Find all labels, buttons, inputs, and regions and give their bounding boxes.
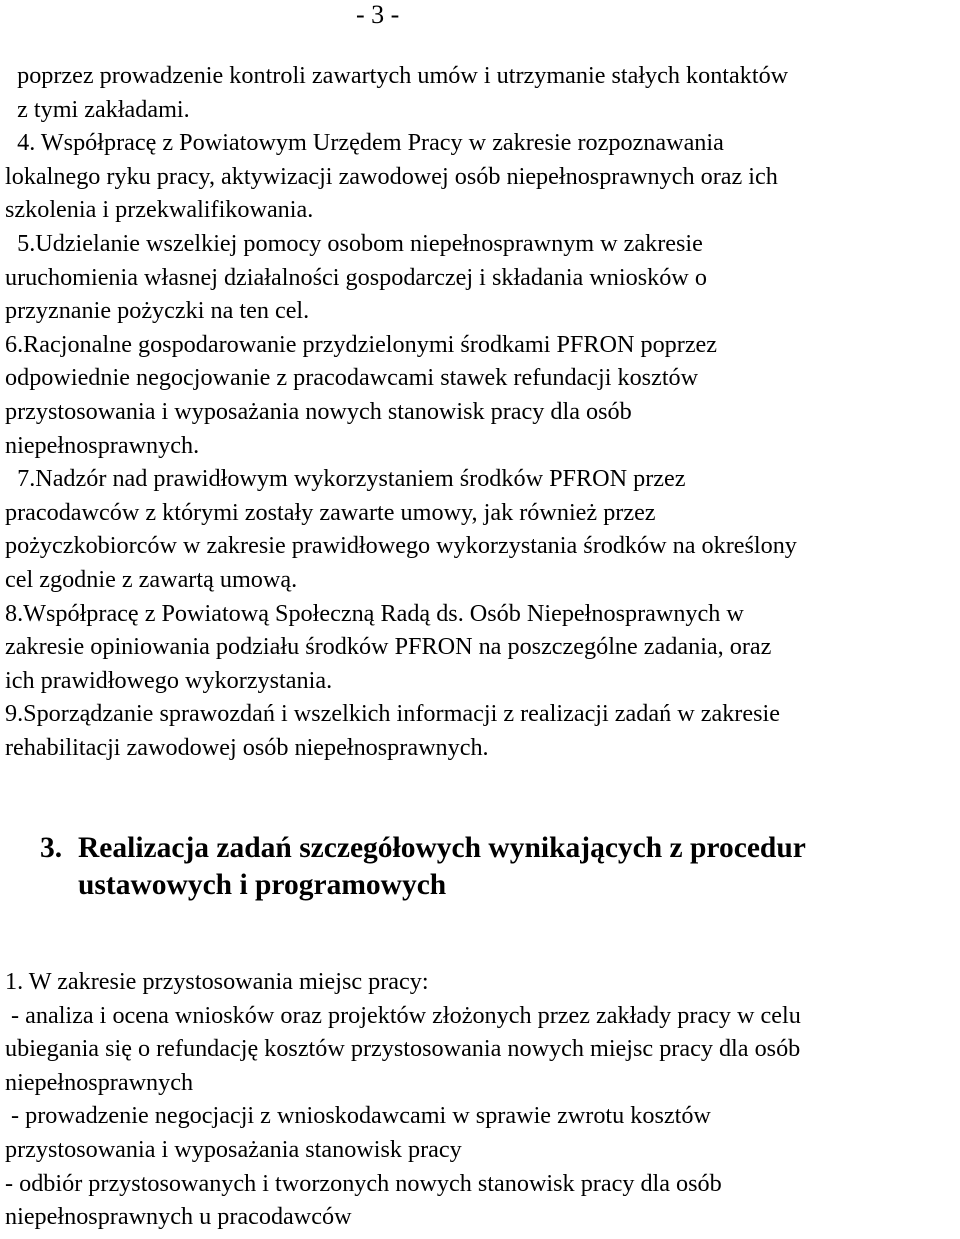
page-number: - 3 - [356, 0, 400, 29]
section-heading [40, 830, 940, 904]
task-list-continued [5, 59, 960, 764]
section-title: Realizacja zadań szczegółowych wynikających z procedur [78, 832, 806, 864]
text-line: przyznanie pożyczki na ten cel. [5, 297, 310, 325]
section-title-continued: ustawowych i programowych [78, 869, 447, 901]
text-line: niepełnosprawnych [5, 1068, 194, 1096]
text-line: 8.Współpracę z Powiatową Społeczną Radą ds. Osób Niepełnosprawnych w [5, 599, 744, 627]
text-line: z tymi zakładami. [5, 95, 190, 123]
workplace-adaptation-list [5, 965, 960, 1234]
text-line: lokalnego ryku pracy, aktywizacji zawodowej osób niepełnosprawnych oraz ich [5, 162, 778, 190]
text-line: - prowadzenie negocjacji z wnioskodawcami w sprawie zwrotu kosztów [5, 1102, 711, 1130]
text-line: niepełnosprawnych. [5, 431, 200, 459]
text-line: ich prawidłowego wykorzystania. [5, 666, 333, 694]
text-line: niepełnosprawnych u pracodawców [5, 1203, 352, 1231]
text-line: - analiza i ocena wniosków oraz projektów złożonych przez zakłady pracy w celu [5, 1001, 801, 1029]
text-line: odpowiednie negocjowanie z pracodawcami stawek refundacji kosztów [5, 364, 699, 392]
text-line: uruchomienia własnej działalności gospodarczej i składania wniosków o [5, 263, 707, 291]
text-line: pracodawców z którymi zostały zawarte umowy, jak również przez [5, 498, 656, 526]
text-line: - odbiór przystosowanych i tworzonych nowych stanowisk pracy dla osób [5, 1169, 722, 1197]
text-line: 1. W zakresie przystosowania miejsc pracy: [5, 968, 429, 995]
text-line: 5.Udzielanie wszelkiej pomocy osobom niepełnosprawnym w zakresie [5, 229, 703, 257]
text-line: 4. Współpracę z Powiatowym Urzędem Pracy w zakresie rozpoznawania [5, 129, 724, 157]
text-line: 7.Nadzór nad prawidłowym wykorzystaniem środków PFRON przez [5, 465, 686, 493]
text-line: rehabilitacji zawodowej osób niepełnosprawnych. [5, 733, 489, 761]
text-line: cel zgodnie z zawartą umową. [5, 565, 298, 593]
text-line: przystosowania i wyposażania nowych stanowisk pracy dla osób [5, 397, 632, 425]
text-line: ubiegania się o refundację kosztów przystosowania nowych miejsc pracy dla osób [5, 1035, 801, 1063]
text-line: szkolenia i przekwalifikowania. [5, 196, 314, 224]
text-line: 6.Racjonalne gospodarowanie przydzielonymi środkami PFRON poprzez [5, 330, 718, 358]
text-line: 9.Sporządzanie sprawozdań i wszelkich informacji z realizacji zadań w zakresie [5, 700, 780, 728]
heading-line [40, 830, 940, 867]
section-number: 3. [40, 832, 63, 864]
text-line: poprzez prowadzenie kontroli zawartych umów i utrzymanie stałych kontaktów [5, 62, 789, 89]
text-line: zakresie opiniowania podziału środków PFRON na poszczególne zadania, oraz [5, 633, 772, 661]
text-line: przystosowania i wyposażania stanowisk pracy [5, 1135, 462, 1163]
text-line: pożyczkobiorców w zakresie prawidłowego wykorzystania środków na określony [5, 532, 797, 560]
